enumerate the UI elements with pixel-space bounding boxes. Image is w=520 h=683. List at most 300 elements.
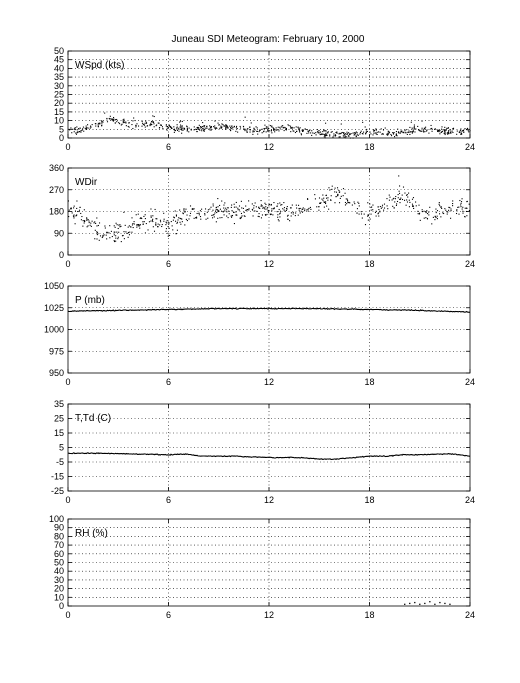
wind-speed-point: [341, 123, 342, 124]
wind-speed-point: [343, 135, 344, 136]
wind-direction-point: [326, 206, 327, 207]
wind-speed-point: [79, 128, 80, 129]
wind-direction-point: [138, 224, 139, 225]
wind-speed-point: [237, 132, 238, 133]
wind-speed-point: [413, 129, 414, 130]
humidity-y-tick-label: 70: [53, 540, 64, 551]
wind-speed-point: [82, 130, 83, 131]
wind-direction-point: [262, 208, 263, 209]
pressure-y-tick-label: 1025: [43, 302, 64, 313]
wind-speed-point: [181, 126, 182, 127]
wind-direction-point: [179, 209, 180, 210]
wind-direction-point: [370, 214, 371, 215]
wind-speed-point: [421, 121, 422, 122]
wind-direction-point: [337, 194, 338, 195]
temperature-y-tick-label: 35: [53, 399, 64, 409]
wind-speed-point: [414, 124, 415, 125]
wind-speed-point: [402, 132, 403, 133]
wind-direction-point: [241, 217, 242, 218]
wind-direction-point: [462, 207, 463, 208]
wind-direction-point: [138, 214, 139, 215]
wind-direction-point: [185, 209, 186, 210]
wind-direction-point: [204, 213, 205, 214]
wind-direction-point: [147, 229, 148, 230]
wind-direction-point: [459, 200, 460, 201]
wind-direction-point: [176, 233, 177, 234]
wind-direction-point: [216, 207, 217, 208]
wind-speed-point: [439, 130, 440, 131]
wind-direction-point: [131, 232, 132, 233]
wind-speed-point: [397, 129, 398, 130]
wind-speed-point: [90, 127, 91, 128]
wind-direction-point: [79, 210, 80, 211]
wind-speed-point: [101, 123, 102, 124]
wind-direction-point: [80, 213, 81, 214]
wind-speed-point: [463, 132, 464, 133]
wind-direction-point: [167, 220, 168, 221]
wind-direction-point: [128, 232, 129, 233]
wind-direction-point: [112, 236, 113, 237]
wind-speed-point: [434, 129, 435, 130]
wind-direction-point: [152, 221, 153, 222]
wind-direction-point: [218, 211, 219, 212]
wind-direction-point: [406, 205, 407, 206]
wind-speed-point: [104, 113, 105, 114]
wind-direction-point: [393, 198, 394, 199]
wind-speed-point: [187, 128, 188, 129]
wind-speed-point: [365, 126, 366, 127]
wind-speed-point: [448, 130, 449, 131]
wind-direction-point: [231, 207, 232, 208]
wind-direction-point: [123, 235, 124, 236]
wind-direction-point: [73, 217, 74, 218]
wind-speed-point: [319, 132, 320, 133]
wind-speed-point: [308, 132, 309, 133]
wind-direction-point: [444, 208, 445, 209]
wind-speed-point: [305, 128, 306, 129]
wind-direction-point: [448, 207, 449, 208]
wind-direction-point: [119, 226, 120, 227]
wind-direction-point: [236, 202, 237, 203]
wind-direction-point: [76, 200, 77, 201]
wind-speed-y-tick-label: 25: [53, 89, 64, 100]
wind-direction-point: [241, 201, 242, 202]
wind-speed-point: [352, 133, 353, 134]
wind-speed-point: [95, 126, 96, 127]
wind-speed-point: [293, 127, 294, 128]
wind-direction-point: [447, 211, 448, 212]
wind-direction-label: WDir: [75, 177, 98, 188]
wind-speed-point: [284, 130, 285, 131]
wind-speed-point: [142, 121, 143, 122]
wind-direction-point: [106, 238, 107, 239]
wind-direction-point: [152, 219, 153, 220]
wind-direction-point: [145, 214, 146, 215]
wind-speed-point: [187, 129, 188, 130]
humidity-y-tick-label: 10: [53, 592, 64, 603]
wind-speed-point: [72, 129, 73, 130]
wind-direction-point: [422, 209, 423, 210]
wind-speed-point: [255, 126, 256, 127]
wind-direction-point: [383, 210, 384, 211]
wind-speed-point: [405, 132, 406, 133]
wind-speed-point: [146, 123, 147, 124]
wind-direction-point: [322, 200, 323, 201]
wind-direction-point: [150, 208, 151, 209]
wind-direction-point: [354, 203, 355, 204]
wind-direction-point: [99, 240, 100, 241]
wind-direction-point: [124, 238, 125, 239]
wind-direction-point: [413, 197, 414, 198]
wind-direction-point: [298, 215, 299, 216]
wind-speed-point: [271, 130, 272, 131]
wind-direction-y-tick-label: 270: [48, 184, 64, 195]
wind-direction-point: [369, 203, 370, 204]
temperature-y-tick-label: -5: [55, 457, 64, 467]
wind-speed-point: [143, 124, 144, 125]
wind-direction-point: [88, 219, 89, 220]
temperature-y-tick-label: -15: [50, 471, 64, 482]
wind-direction-point: [318, 210, 319, 211]
wind-direction-point: [241, 213, 242, 214]
wind-speed-point: [115, 122, 116, 123]
wind-speed-point: [125, 122, 126, 123]
wind-direction-point: [172, 225, 173, 226]
wind-direction-point: [348, 202, 349, 203]
wind-speed-point: [370, 132, 371, 133]
wind-speed-point: [115, 119, 116, 120]
wind-speed-point: [278, 130, 279, 131]
humidity-point: [414, 602, 415, 603]
wind-speed-point: [446, 128, 447, 129]
wind-direction-point: [215, 211, 216, 212]
wind-direction-point: [407, 196, 408, 197]
wind-direction-y-tick-label: 180: [48, 206, 64, 217]
wind-direction-point: [274, 207, 275, 208]
wind-speed-point: [226, 127, 227, 128]
wind-direction-point: [235, 211, 236, 212]
wind-direction-point: [362, 217, 363, 218]
wind-direction-point: [106, 235, 107, 236]
wind-speed-point: [145, 121, 146, 122]
wind-direction-point: [168, 226, 169, 227]
wind-direction-point: [96, 231, 97, 232]
wind-speed-point: [98, 123, 99, 124]
wind-direction-point: [352, 204, 353, 205]
humidity-point: [449, 604, 450, 605]
wind-speed-point: [273, 127, 274, 128]
wind-direction-point: [268, 212, 269, 213]
wind-direction-point: [183, 210, 184, 211]
wind-direction-point: [357, 202, 358, 203]
wind-speed-point: [426, 130, 427, 131]
wind-speed-point: [119, 123, 120, 124]
wind-direction-point: [252, 203, 253, 204]
wind-direction-point: [372, 209, 373, 210]
wind-speed-point: [375, 132, 376, 133]
wind-speed-point: [274, 130, 275, 131]
wind-direction-point: [375, 212, 376, 213]
wind-direction-point: [300, 212, 301, 213]
wind-speed-point: [78, 131, 79, 132]
wind-speed-point: [203, 130, 204, 131]
wind-speed-point: [311, 135, 312, 136]
wind-direction-point: [204, 214, 205, 215]
wind-direction-point: [280, 212, 281, 213]
wind-speed-x-tick-label: 18: [364, 142, 375, 152]
wind-direction-point: [75, 211, 76, 212]
wind-direction-point: [347, 202, 348, 203]
wind-speed-point: [332, 131, 333, 132]
wind-direction-point: [261, 204, 262, 205]
wind-direction-point: [234, 204, 235, 205]
wind-direction-point: [155, 222, 156, 223]
wind-speed-point: [156, 124, 157, 125]
wind-direction-point: [424, 218, 425, 219]
wind-direction-point: [117, 224, 118, 225]
wind-direction-point: [121, 241, 122, 242]
wind-direction-point: [160, 221, 161, 222]
wind-speed-point: [345, 136, 346, 137]
wind-speed-point: [354, 132, 355, 133]
wind-speed-point: [199, 125, 200, 126]
wind-speed-point: [249, 129, 250, 130]
wind-direction-point: [279, 220, 280, 221]
wind-direction-point: [248, 200, 249, 201]
wind-speed-x-tick-label: 24: [464, 142, 476, 152]
wind-direction-point: [210, 207, 211, 208]
pressure-y-tick-label: 1000: [43, 324, 64, 335]
wind-direction-point: [175, 210, 176, 211]
wind-speed-point: [444, 131, 445, 132]
wind-direction-point: [345, 193, 346, 194]
wind-speed-point: [200, 127, 201, 128]
wind-direction-point: [428, 214, 429, 215]
wind-direction-point: [201, 209, 202, 210]
wind-speed-point: [80, 132, 81, 133]
wind-direction-point: [456, 213, 457, 214]
wind-direction-point: [195, 217, 196, 218]
wind-direction-x-tick-label: 18: [364, 259, 375, 269]
wind-direction-point: [256, 206, 257, 207]
wind-direction-point: [155, 224, 156, 225]
wind-direction-point: [167, 233, 168, 234]
wind-direction-point: [404, 193, 405, 194]
wind-direction-point: [261, 200, 262, 201]
wind-speed-point: [219, 124, 220, 125]
wind-direction-point: [460, 204, 461, 205]
wind-direction-point: [337, 187, 338, 188]
wind-direction-point: [416, 205, 417, 206]
wind-direction-point: [154, 231, 155, 232]
wind-direction-point: [128, 227, 129, 228]
wind-direction-point: [368, 220, 369, 221]
wind-speed-point: [438, 130, 439, 131]
wind-direction-point: [106, 232, 107, 233]
wind-speed-point: [151, 124, 152, 125]
wind-speed-point: [448, 132, 449, 133]
wind-speed-point: [254, 129, 255, 130]
wind-speed-point: [154, 126, 155, 127]
wind-speed-point: [126, 125, 127, 126]
wind-direction-point: [466, 211, 467, 212]
wind-speed-point: [387, 133, 388, 134]
wind-direction-point: [396, 205, 397, 206]
wind-speed-point: [265, 128, 266, 129]
wind-speed-point: [457, 131, 458, 132]
wind-speed-point: [351, 133, 352, 134]
wind-speed-point: [414, 131, 415, 132]
wind-speed-point: [290, 126, 291, 127]
wind-direction-point: [98, 225, 99, 226]
humidity-point: [419, 604, 420, 605]
wind-direction-point: [119, 224, 120, 225]
wind-direction-point: [289, 220, 290, 221]
wind-speed-point: [210, 129, 211, 130]
wind-direction-point: [339, 202, 340, 203]
pressure-x-tick-label: 0: [65, 377, 71, 387]
humidity-y-tick-label: 60: [53, 548, 64, 559]
wind-speed-point: [419, 130, 420, 131]
wind-speed-point: [322, 131, 323, 132]
wind-direction-point: [228, 217, 229, 218]
humidity-y-tick-label: 100: [48, 514, 64, 524]
wind-speed-point: [299, 131, 300, 132]
wind-direction-point: [466, 215, 467, 216]
wind-direction-point: [149, 221, 150, 222]
wind-direction-point: [96, 225, 97, 226]
pressure-series-line: [68, 308, 470, 312]
wind-speed-point: [206, 128, 207, 129]
wind-direction-point: [398, 175, 399, 176]
wind-direction-point: [205, 208, 206, 209]
wind-direction-point: [304, 210, 305, 211]
wind-speed-point: [445, 133, 446, 134]
wind-speed-point: [257, 127, 258, 128]
wind-direction-y-tick-label: 90: [53, 228, 64, 239]
wind-direction-point: [450, 218, 451, 219]
wind-direction-point: [429, 207, 430, 208]
wind-direction-point: [223, 211, 224, 212]
humidity-y-tick-label: 50: [53, 557, 64, 568]
wind-direction-point: [452, 205, 453, 206]
wind-direction-point: [399, 191, 400, 192]
wind-direction-point: [231, 210, 232, 211]
wind-speed-point: [191, 129, 192, 130]
wind-speed-point: [166, 126, 167, 127]
wind-speed-point: [385, 127, 386, 128]
wind-direction-x-tick-label: 6: [165, 259, 172, 269]
wind-direction-point: [332, 186, 333, 187]
wind-speed-point: [177, 124, 178, 125]
wind-speed-point: [224, 125, 225, 126]
wind-direction-point: [239, 209, 240, 210]
wind-direction-point: [278, 219, 279, 220]
wind-speed-point: [339, 133, 340, 134]
wind-speed-point: [225, 128, 226, 129]
wind-direction-point: [96, 217, 97, 218]
wind-direction-point: [161, 226, 162, 227]
wind-speed-point: [167, 128, 168, 129]
wind-direction-point: [380, 206, 381, 207]
wind-direction-point: [404, 200, 405, 201]
wind-speed-point: [179, 122, 180, 123]
temperature-y-tick-label: 5: [58, 442, 64, 453]
wind-direction-point: [409, 206, 410, 207]
wind-direction-point: [281, 204, 282, 205]
wind-direction-point: [171, 221, 172, 222]
wind-direction-point: [115, 241, 116, 242]
wind-direction-point: [284, 207, 285, 208]
wind-direction-point: [99, 222, 100, 223]
wind-direction-point: [462, 198, 463, 199]
wind-direction-point: [384, 204, 385, 205]
wind-direction-point: [357, 208, 358, 209]
wind-speed-point: [415, 128, 416, 129]
wind-direction-point: [69, 210, 70, 211]
wind-direction-point: [452, 203, 453, 204]
wind-speed-point: [102, 121, 103, 122]
wind-speed-point: [152, 115, 153, 116]
wind-speed-point: [332, 136, 333, 137]
wind-direction-point: [420, 220, 421, 221]
wind-direction-point: [216, 212, 217, 213]
wind-direction-point: [116, 232, 117, 233]
wind-direction-point: [216, 221, 217, 222]
wind-direction-point: [301, 211, 302, 212]
wind-direction-point: [277, 217, 278, 218]
wind-speed-point: [468, 131, 469, 132]
wind-direction-point: [227, 207, 228, 208]
wind-direction-point: [94, 221, 95, 222]
wind-direction-point: [175, 221, 176, 222]
wind-speed-point: [234, 126, 235, 127]
wind-speed-point: [390, 134, 391, 135]
wind-speed-point: [317, 129, 318, 130]
wind-direction-point: [307, 209, 308, 210]
chart-title: Juneau SDI Meteogram: February 10, 2000: [171, 34, 365, 45]
wind-direction-point: [314, 194, 315, 195]
wind-direction-point: [160, 220, 161, 221]
wind-direction-point: [176, 223, 177, 224]
wind-speed-point: [417, 126, 418, 127]
wind-direction-point: [295, 212, 296, 213]
humidity-y-tick-label: 90: [53, 522, 64, 533]
wind-speed-point: [317, 131, 318, 132]
wind-direction-point: [265, 206, 266, 207]
wind-speed-point: [225, 129, 226, 130]
wind-speed-point: [359, 133, 360, 134]
wind-direction-point: [296, 205, 297, 206]
wind-direction-point: [272, 214, 273, 215]
wind-direction-point: [412, 204, 413, 205]
wind-direction-point: [239, 205, 240, 206]
humidity-point: [434, 604, 435, 605]
wind-speed-point: [74, 129, 75, 130]
wind-direction-point: [347, 199, 348, 200]
wind-speed-point: [135, 120, 136, 121]
wind-direction-point: [431, 223, 432, 224]
wind-speed-point: [414, 128, 415, 129]
wind-direction-point: [162, 224, 163, 225]
wind-speed-point: [167, 126, 168, 127]
wind-speed-point: [247, 128, 248, 129]
wind-direction-point: [143, 224, 144, 225]
wind-speed-point: [178, 128, 179, 129]
humidity-label: RH (%): [75, 528, 108, 539]
wind-direction-point: [456, 210, 457, 211]
wind-direction-point: [439, 213, 440, 214]
